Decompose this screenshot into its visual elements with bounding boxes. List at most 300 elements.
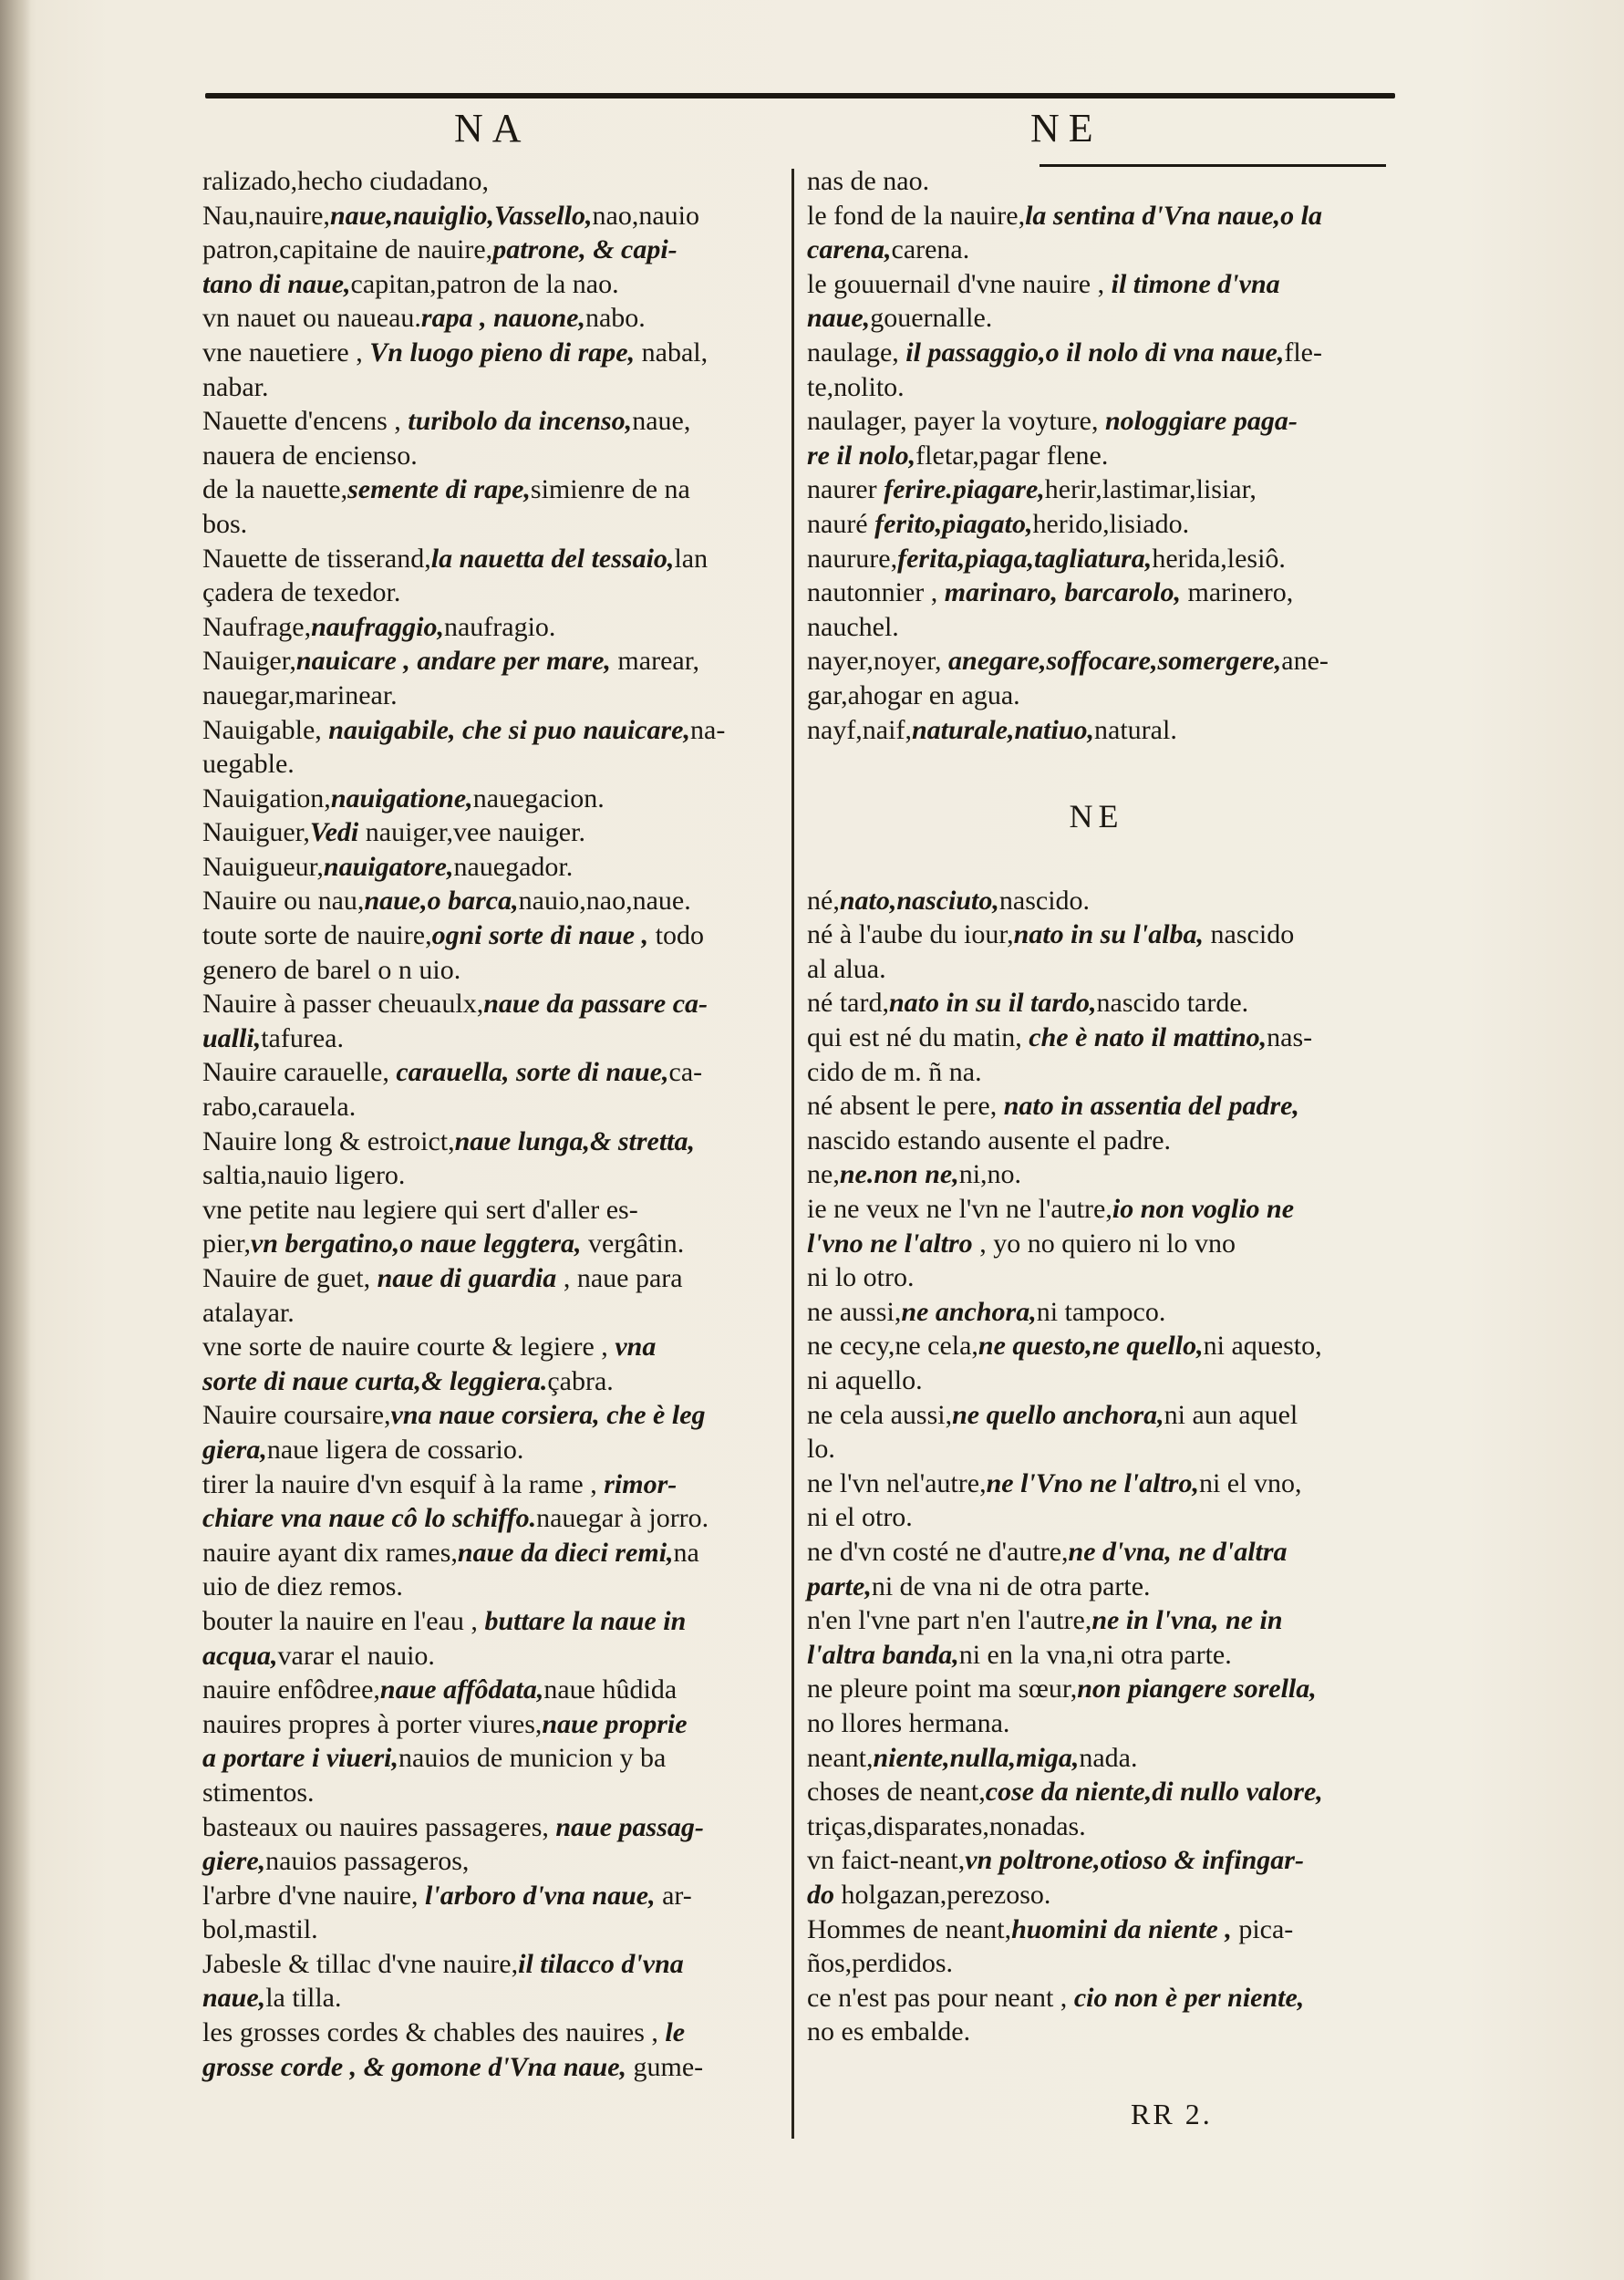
italic-gloss: il passaggio,o il nolo di vna naue, <box>905 337 1285 368</box>
dictionary-line <box>202 1741 777 1776</box>
plain-text: saltia,nauio ligero. <box>202 1160 406 1191</box>
dictionary-line <box>202 1844 777 1879</box>
plain-text: le fond de la nauire, <box>807 200 1026 231</box>
section-heading: NE <box>1069 798 1124 835</box>
plain-text: herir,lastimar,lisiar, <box>1044 474 1257 505</box>
plain-text: bol,mastil. <box>202 1914 318 1945</box>
italic-gloss: chiare vna naue cô lo schiffo. <box>202 1503 537 1534</box>
italic-gloss: il tilacco d'vna <box>518 1948 684 1979</box>
italic-gloss: ne anchora, <box>901 1296 1037 1327</box>
plain-text: naue ligera de cossario. <box>266 1434 524 1465</box>
dictionary-line <box>202 1879 777 1913</box>
dictionary-line <box>202 370 777 405</box>
italic-gloss: anegare,soffocare,somergere, <box>948 646 1282 677</box>
plain-text: nascido estando ausente el padre. <box>807 1124 1172 1156</box>
dictionary-line <box>807 1500 1386 1535</box>
plain-text: natural. <box>1094 714 1177 745</box>
plain-text: naulage, <box>807 337 906 368</box>
italic-gloss: niente,nulla,miga, <box>873 1742 1080 1773</box>
dictionary-line <box>202 507 777 542</box>
italic-gloss: re il nolo, <box>807 440 916 471</box>
italic-gloss: non piangere sorella, <box>1077 1674 1317 1705</box>
italic-gloss: buttare la naue in <box>484 1605 687 1636</box>
italic-gloss: marinaro, barcarolo, <box>944 577 1182 608</box>
dictionary-line <box>202 1055 777 1090</box>
plain-text: ni,no. <box>958 1159 1022 1190</box>
left-column <box>202 164 777 2084</box>
plain-text: ca- <box>668 1057 703 1088</box>
plain-text: ni el vno, <box>1198 1467 1302 1498</box>
dictionary-line <box>807 1638 1386 1673</box>
plain-text: nabal, <box>635 337 709 368</box>
dictionary-line <box>202 1639 777 1674</box>
plain-text: herida,lesiô. <box>1152 543 1286 574</box>
plain-text: genero de barel o n uio. <box>202 954 461 985</box>
plain-text: ne cela aussi, <box>807 1399 953 1430</box>
plain-text: ni de vna ni de otra parte. <box>871 1570 1151 1601</box>
plain-text: nauegar,marinear. <box>202 679 398 710</box>
plain-text: herido,lisiado. <box>1032 508 1190 539</box>
dictionary-line <box>202 575 777 610</box>
plain-text: Nauigable, <box>202 714 329 745</box>
dictionary-line <box>202 1776 777 1810</box>
plain-text: holgazan,perezoso. <box>834 1879 1051 1910</box>
dictionary-line <box>807 1878 1386 1912</box>
dictionary-line <box>202 1261 777 1296</box>
italic-gloss: cio non è per niente, <box>1073 1982 1305 2013</box>
plain-text: Nauigueur, <box>202 851 324 882</box>
dictionary-line <box>807 1981 1386 2016</box>
plain-text: nauré <box>807 508 875 539</box>
dictionary-line <box>202 439 777 473</box>
plain-text: Nauiguer, <box>202 817 310 848</box>
plain-text: né, <box>807 885 840 916</box>
column-divider <box>791 169 794 2139</box>
right-column-bottom <box>807 884 1386 2049</box>
italic-gloss: tano di naue, <box>202 268 351 299</box>
plain-text: ralizado,hecho ciudadano, <box>202 166 490 196</box>
dictionary-line <box>807 370 1386 405</box>
plain-text: Nauigation, <box>202 782 331 814</box>
italic-gloss: naturale,natiuo, <box>911 714 1095 745</box>
plain-text: né absent le pere, <box>807 1091 1004 1122</box>
italic-gloss: la nauetta del tessaio, <box>430 543 675 574</box>
italic-gloss: naue affôdata, <box>379 1674 544 1705</box>
plain-text: vne nauetiere , <box>202 337 370 368</box>
plain-text: Nauire de guet, <box>202 1263 378 1293</box>
plain-text: nayer,noyer, <box>807 646 949 677</box>
plain-text: cido de m. ñ na. <box>807 1056 982 1087</box>
plain-text: pica- <box>1231 1913 1294 1944</box>
italic-gloss: naue, <box>807 303 871 334</box>
plain-text: vn faict-neant, <box>807 1845 966 1876</box>
dictionary-line <box>202 1364 777 1399</box>
dictionary-line <box>807 233 1386 267</box>
dictionary-line <box>807 1192 1386 1227</box>
dictionary-line <box>807 1055 1386 1090</box>
plain-text: nas- <box>1267 1022 1313 1053</box>
dictionary-line <box>807 1329 1386 1363</box>
plain-text: fle- <box>1284 337 1322 368</box>
dictionary-line <box>807 301 1386 336</box>
italic-gloss: naue,nauiglio,Vassello, <box>329 200 593 231</box>
plain-text: fletar,pagar flene. <box>915 440 1109 471</box>
italic-gloss: parte, <box>807 1570 872 1601</box>
dictionary-line <box>202 199 777 233</box>
plain-text: basteaux ou nauires passageres, <box>202 1811 556 1842</box>
dictionary-line <box>202 1296 777 1331</box>
catchword: RR 2. <box>1131 2098 1213 2130</box>
running-head-left: NA <box>454 106 531 150</box>
plain-text: n'en l'vne part n'en l'autre, <box>807 1605 1092 1636</box>
plain-text: ne l'vn nel'autre, <box>807 1467 987 1498</box>
plain-text: nauiger,vee nauiger. <box>358 817 585 848</box>
plain-text: tirer la nauire d'vn esquif à la rame , <box>202 1468 605 1499</box>
dictionary-line <box>807 1775 1386 1809</box>
plain-text: nauegar à jorro. <box>536 1503 709 1534</box>
plain-text: nauchel. <box>807 611 899 642</box>
plain-text: lo. <box>807 1434 835 1465</box>
dictionary-line <box>807 952 1386 987</box>
dictionary-line <box>807 1741 1386 1776</box>
italic-gloss: patrone, & capi- <box>492 234 678 265</box>
dictionary-line <box>807 1809 1386 1844</box>
plain-text: Hommes de neant, <box>807 1913 1012 1944</box>
dictionary-line <box>807 1603 1386 1638</box>
dictionary-line <box>807 1672 1386 1706</box>
italic-gloss: nologgiare paga- <box>1104 406 1298 437</box>
plain-text: les grosses cordes & chables des nauires , <box>202 2017 666 2048</box>
dictionary-line <box>202 987 777 1021</box>
dictionary-line <box>807 2015 1386 2049</box>
plain-text: qui est né du matin, <box>807 1022 1029 1053</box>
dictionary-line <box>807 610 1386 645</box>
italic-gloss: vn poltrone,otioso & infingar- <box>965 1845 1304 1876</box>
dictionary-line <box>202 1604 777 1639</box>
italic-gloss: nauigabile, che si puo nauicare, <box>328 714 690 745</box>
plain-text: naulager, payer la voyture, <box>807 406 1105 437</box>
dictionary-line <box>807 1124 1386 1158</box>
italic-gloss: l'arboro d'vna naue, <box>425 1880 656 1911</box>
dictionary-line <box>202 267 777 302</box>
plain-text: nayf,naif, <box>807 714 912 745</box>
dictionary-line <box>202 679 777 713</box>
plain-text: toute sorte de nauire, <box>202 920 432 951</box>
running-head-right: NE <box>1030 106 1102 150</box>
dictionary-line <box>807 1227 1386 1261</box>
dictionary-line <box>807 1843 1386 1878</box>
plain-text: no es embalde. <box>807 2016 971 2047</box>
dictionary-line <box>807 1706 1386 1741</box>
italic-gloss: naue, <box>202 1983 266 2014</box>
plain-text: marinero, <box>1181 577 1294 608</box>
plain-text: na- <box>690 714 726 745</box>
dictionary-line <box>807 644 1386 679</box>
plain-text: ne pleure point ma sœur, <box>807 1674 1078 1705</box>
plain-text: carena. <box>891 234 970 265</box>
dictionary-line <box>202 1810 777 1845</box>
plain-text: , yo no quiero ni lo vno <box>972 1228 1236 1259</box>
plain-text: ni el otro. <box>807 1502 913 1533</box>
italic-gloss: Vedi <box>309 817 359 848</box>
dictionary-line <box>202 1227 777 1261</box>
plain-text: , naue para <box>556 1263 683 1293</box>
italic-gloss: vna naue corsiera, che è leg <box>390 1400 706 1431</box>
plain-text: marear, <box>610 646 699 677</box>
italic-gloss: le <box>665 2017 686 2048</box>
dictionary-line <box>202 472 777 507</box>
italic-gloss: carauella, sorte di naue, <box>396 1057 669 1088</box>
italic-gloss: nauicare , andare per mare, <box>295 646 611 677</box>
dictionary-line <box>807 575 1386 610</box>
dictionary-line <box>202 233 777 267</box>
dictionary-line <box>807 1260 1386 1295</box>
italic-gloss: l'altra banda, <box>807 1639 959 1670</box>
plain-text: nauera de encienso. <box>202 440 418 471</box>
plain-text: vne petite nau legiere qui sert d'aller es- <box>202 1194 638 1225</box>
italic-gloss: naue passag- <box>555 1811 704 1842</box>
dictionary-line <box>807 884 1386 918</box>
plain-text: naurer <box>807 474 884 505</box>
dictionary-line <box>807 1295 1386 1330</box>
italic-gloss: naue,o barca, <box>364 886 519 917</box>
plain-text: Nauire carauelle, <box>202 1057 397 1088</box>
plain-text: naufragio. <box>443 611 556 642</box>
plain-text: Nau,nauire, <box>202 200 330 231</box>
dictionary-line <box>202 1124 777 1159</box>
plain-text: capitan,patron de la nao. <box>350 268 619 299</box>
dictionary-line <box>202 2050 777 2085</box>
dictionary-line <box>202 782 777 816</box>
plain-text: Naufrage, <box>202 611 312 642</box>
plain-text: ni aquesto, <box>1203 1331 1322 1362</box>
italic-gloss: ne quello anchora, <box>952 1399 1164 1430</box>
italic-gloss: nato in su il tardo, <box>888 988 1097 1019</box>
dictionary-line <box>202 2016 777 2050</box>
italic-gloss: ferire.piagare, <box>884 474 1045 505</box>
dictionary-line <box>202 918 777 953</box>
plain-text: nascido <box>1204 919 1295 950</box>
italic-gloss: vn bergatino,o naue leggtera, <box>250 1228 582 1259</box>
italic-gloss: acqua, <box>202 1640 278 1671</box>
plain-text: né à l'aube du iour, <box>807 919 1014 950</box>
italic-gloss: grosse corde , & gomone d'Vna naue, <box>202 2051 627 2082</box>
plain-text: nada. <box>1079 1742 1138 1773</box>
dictionary-line <box>807 404 1386 439</box>
dictionary-line <box>807 1912 1386 1947</box>
dictionary-line <box>807 507 1386 542</box>
italic-gloss: il timone d'vna <box>1111 268 1280 299</box>
dictionary-line <box>202 1021 777 1056</box>
italic-gloss: ne l'Vno ne l'altro, <box>986 1467 1199 1498</box>
dictionary-line <box>202 301 777 336</box>
dictionary-line <box>807 267 1386 302</box>
dictionary-line <box>202 1981 777 2016</box>
plain-text: nauios de municion y ba <box>398 1743 667 1774</box>
plain-text: no llores hermana. <box>807 1707 1010 1738</box>
italic-gloss: nato,nasciuto, <box>839 885 999 916</box>
plain-text: gar,ahogar en agua. <box>807 679 1020 710</box>
italic-gloss: la sentina d'Vna naue,o la <box>1025 200 1322 231</box>
plain-text: ce n'est pas pour neant , <box>807 1982 1074 2013</box>
plain-text: nas de nao. <box>807 166 930 196</box>
italic-gloss: naue da dieci remi, <box>457 1537 674 1568</box>
dictionary-line <box>807 199 1386 233</box>
dictionary-line <box>807 1432 1386 1466</box>
plain-text: stimentos. <box>202 1777 315 1808</box>
plain-text: nabo. <box>584 303 646 334</box>
plain-text: la tilla. <box>265 1983 342 2014</box>
plain-text: né tard, <box>807 988 889 1019</box>
plain-text: varar el nauio. <box>277 1640 435 1671</box>
italic-gloss: sorte di naue curta,& leggiera. <box>202 1365 548 1396</box>
header-rule <box>205 93 1395 98</box>
dictionary-line <box>807 1398 1386 1433</box>
dictionary-line <box>202 1912 777 1947</box>
dictionary-line <box>807 1535 1386 1570</box>
dictionary-line <box>202 1158 777 1193</box>
plain-text: nautonnier , <box>807 577 945 608</box>
dictionary-line <box>807 164 1386 199</box>
plain-text: naue hûdida <box>543 1674 678 1705</box>
italic-gloss: naue lunga,& stretta, <box>454 1125 695 1156</box>
plain-text: nabar. <box>202 371 269 402</box>
dictionary-line <box>807 472 1386 507</box>
dictionary-line <box>202 164 777 199</box>
plain-text: ños,perdidos. <box>807 1948 953 1979</box>
italic-gloss: ferita,piaga,tagliatura, <box>897 543 1153 574</box>
dictionary-line <box>807 713 1386 748</box>
plain-text: vn nauet ou naueau. <box>202 303 421 334</box>
italic-gloss: ne in l'vna, ne in <box>1091 1605 1283 1636</box>
plain-text: nauios passageros, <box>265 1846 470 1877</box>
plain-text: Nauette de tisserand, <box>202 543 431 574</box>
dictionary-line <box>202 884 777 918</box>
plain-text: vne sorte de nauire courte & legiere , <box>202 1332 615 1363</box>
dictionary-line <box>202 815 777 850</box>
plain-text: nao,nauio <box>592 200 699 231</box>
dictionary-line <box>202 1090 777 1124</box>
plain-text: nauegacion. <box>472 782 605 814</box>
plain-text: ar- <box>655 1880 692 1911</box>
dictionary-line <box>202 644 777 679</box>
plain-text: bouter la nauire en l'eau , <box>202 1605 485 1636</box>
italic-gloss: l'vno ne l'altro <box>807 1228 973 1259</box>
plain-text: tafurea. <box>261 1022 344 1053</box>
italic-gloss: naue da passare ca- <box>483 989 709 1020</box>
dictionary-line <box>807 1363 1386 1398</box>
plain-text: ni aun aquel <box>1164 1399 1298 1430</box>
plain-text: bos. <box>202 508 248 539</box>
dictionary-line <box>807 917 1386 952</box>
italic-gloss: ogni sorte di naue , <box>431 920 649 951</box>
plain-text: naurure, <box>807 543 898 574</box>
plain-text: de la nauette, <box>202 474 348 505</box>
plain-text: ne d'vn costé ne d'autre, <box>807 1536 1069 1567</box>
italic-gloss: a portare i viueri, <box>202 1743 398 1774</box>
plain-text: ni en la vna,ni otra parte. <box>958 1639 1232 1670</box>
plain-text: nascido. <box>998 885 1091 916</box>
plain-text: çabra. <box>547 1365 614 1396</box>
dictionary-line <box>202 713 777 748</box>
plain-text: ne cecy,ne cela, <box>807 1331 978 1362</box>
italic-gloss: carena, <box>807 234 892 265</box>
italic-gloss: ferito,piagato, <box>874 508 1033 539</box>
italic-gloss: Vn luogo pieno di rape, <box>369 337 636 368</box>
plain-text: patron,capitaine de nauire, <box>202 234 493 265</box>
right-column-top <box>807 164 1386 747</box>
plain-text: Nauire à passer cheuaulx, <box>202 989 484 1020</box>
plain-text: simienre de na <box>530 474 690 505</box>
dictionary-line <box>202 747 777 782</box>
dictionary-line <box>807 1570 1386 1604</box>
plain-text: nauegador. <box>453 851 574 882</box>
dictionary-line <box>202 542 777 576</box>
plain-text: Nauette d'encens , <box>202 406 409 437</box>
italic-gloss: do <box>807 1879 834 1910</box>
plain-text: ie ne veux ne l'vn ne l'autre, <box>807 1194 1112 1225</box>
dictionary-line <box>202 404 777 439</box>
dictionary-line <box>202 1193 777 1228</box>
italic-gloss: giera, <box>202 1434 267 1465</box>
dictionary-line <box>202 1707 777 1742</box>
plain-text: le gouuernail d'vne nauire , <box>807 268 1112 299</box>
italic-gloss: naue proprie <box>542 1708 688 1739</box>
plain-text: lan <box>674 543 709 574</box>
italic-gloss: ne d'vna, ne d'altra <box>1068 1536 1288 1567</box>
dictionary-line <box>807 1466 1386 1501</box>
plain-text: Nauiger, <box>202 646 296 677</box>
dictionary-line <box>807 542 1386 576</box>
plain-text: na <box>673 1537 699 1568</box>
italic-gloss: nauigatore, <box>323 851 454 882</box>
plain-text: nauio,nao,naue. <box>518 886 691 917</box>
dictionary-line <box>807 439 1386 473</box>
italic-gloss: che è nato il mattino, <box>1029 1022 1267 1053</box>
dictionary-line <box>202 1467 777 1502</box>
plain-text: Nauire coursaire, <box>202 1400 391 1431</box>
italic-gloss: vna <box>615 1332 657 1363</box>
italic-gloss: naufraggio, <box>311 611 444 642</box>
italic-gloss: semente di rape, <box>347 474 531 505</box>
italic-gloss: io non voglio ne <box>1112 1194 1295 1225</box>
plain-text: uio de diez remos. <box>202 1571 403 1602</box>
italic-gloss: ne.non ne, <box>839 1159 959 1190</box>
italic-gloss: huomini da niente , <box>1011 1913 1232 1944</box>
plain-text: ni lo otro. <box>807 1262 915 1293</box>
plain-text: Nauire long & estroict, <box>202 1125 455 1156</box>
plain-text: çadera de texedor. <box>202 577 401 608</box>
plain-text: Nauire ou nau, <box>202 886 365 917</box>
dictionary-line <box>807 1089 1386 1124</box>
plain-text: gouernalle. <box>870 303 993 334</box>
plain-text: rabo,carauela. <box>202 1092 357 1123</box>
dictionary-line <box>202 953 777 988</box>
plain-text: gume- <box>626 2051 704 2082</box>
italic-gloss: ualli, <box>202 1022 262 1053</box>
italic-gloss: nauigatione, <box>330 782 473 814</box>
dictionary-line <box>202 1398 777 1433</box>
dictionary-line <box>807 1946 1386 1981</box>
dictionary-line <box>202 1673 777 1707</box>
plain-text: pier, <box>202 1228 251 1259</box>
plain-text: al alua. <box>807 953 886 984</box>
dictionary-line <box>202 1536 777 1570</box>
dictionary-line <box>202 850 777 885</box>
italic-gloss: rapa , nauone, <box>420 303 585 334</box>
italic-gloss: ne questo,ne quello, <box>978 1331 1204 1362</box>
plain-text: ne aussi, <box>807 1296 902 1327</box>
